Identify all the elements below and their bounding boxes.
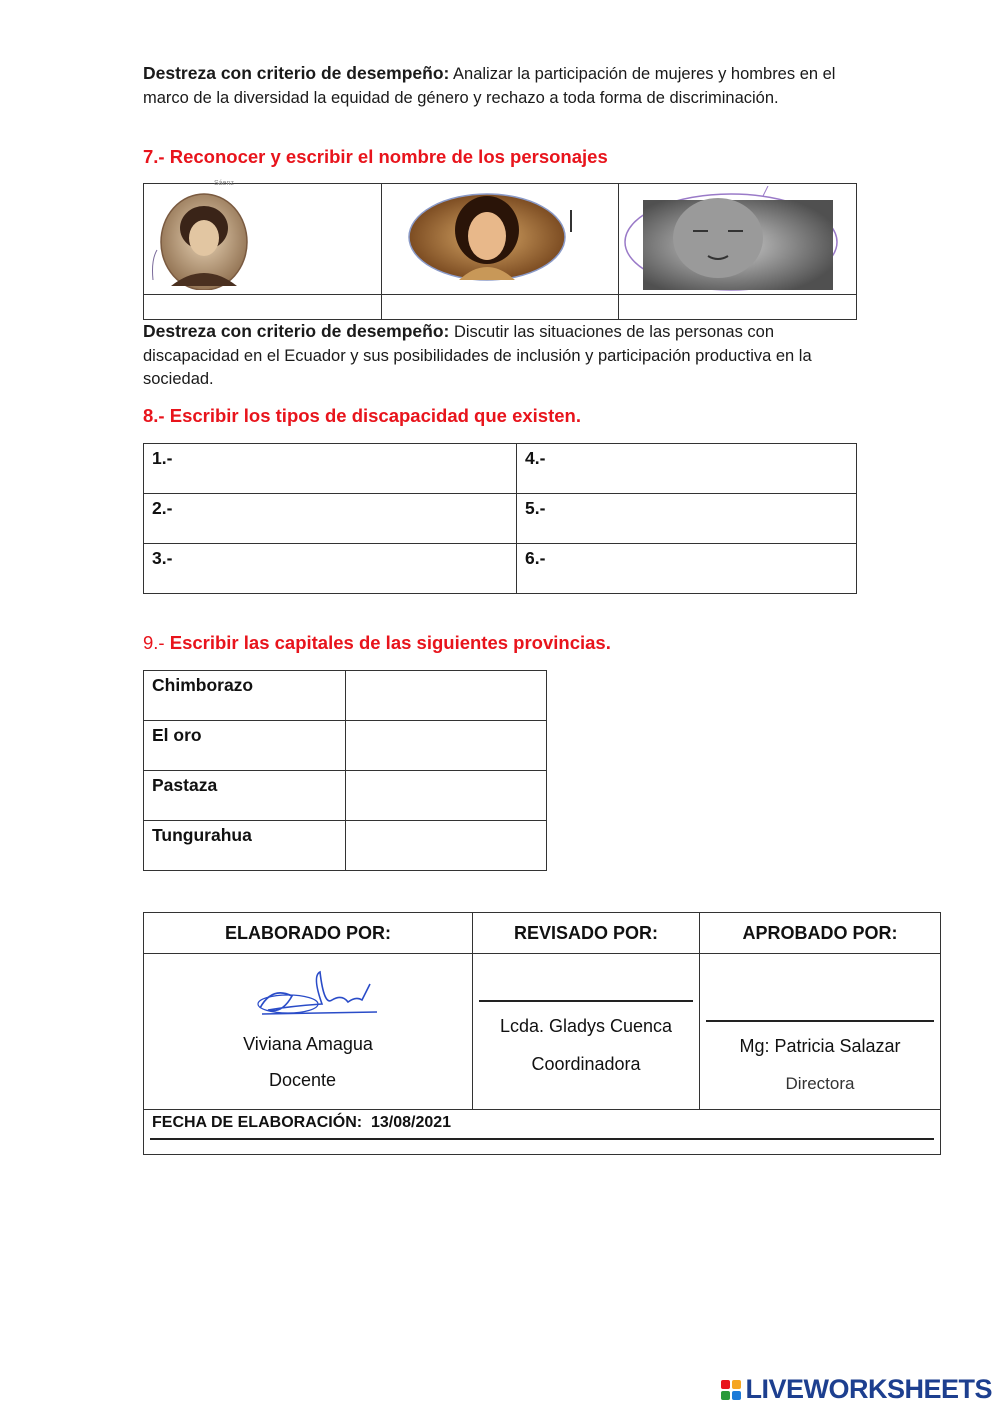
liveworksheets-logo-icon xyxy=(721,1380,741,1400)
destreza-text-2: Discutir las situaciones de las personas con discapacidad en el Ecuador y sus posibilidades de inclusión y participación productiva en la sociedad. xyxy=(143,323,812,388)
disability-field-6[interactable]: 6.- xyxy=(517,544,857,594)
province-label: Tungurahua xyxy=(144,821,346,871)
destreza-paragraph-1 xyxy=(143,62,863,110)
province-label: Pastaza xyxy=(144,771,346,821)
revisado-role: Coordinadora xyxy=(531,1054,641,1074)
disability-types-table xyxy=(143,443,857,594)
portrait-cell-1 xyxy=(144,180,382,295)
revisado-cell xyxy=(473,954,700,1110)
header-aprobado: APROBADO POR: xyxy=(700,913,941,954)
aprobado-name: Mg: Patricia Salazar xyxy=(739,1036,901,1056)
elaborado-name: Viviana Amagua xyxy=(243,1034,373,1054)
question-9-heading xyxy=(143,632,611,654)
destreza-label-1: Destreza con criterio de desempeño: xyxy=(143,63,450,83)
destreza-label-2: Destreza con criterio de desempeño: xyxy=(143,321,450,341)
header-revisado: REVISADO POR: xyxy=(473,913,700,954)
destreza-text-1: Analizar la participación de mujeres y hombres en el marco de la diversidad la equidad de género y rechazo a toda forma de discriminación. xyxy=(143,65,836,107)
question-7-heading xyxy=(143,146,608,168)
date-underline xyxy=(150,1138,934,1140)
destreza-paragraph-2 xyxy=(143,320,863,392)
capital-field[interactable] xyxy=(346,771,547,821)
elaborado-role: Docente xyxy=(269,1070,337,1090)
question-8-title: Escribir los tipos de discapacidad que existen. xyxy=(164,405,581,426)
date-value: 13/08/2021 xyxy=(370,1114,452,1131)
portrait-name-field-2[interactable] xyxy=(381,295,619,320)
signatures-table xyxy=(143,912,941,1155)
question-7-title: Reconocer y escribir el nombre de los personajes xyxy=(164,146,608,167)
woman-sepia-portrait xyxy=(149,190,259,290)
disability-field-2[interactable]: 2.- xyxy=(144,494,517,544)
photo-caption: Sáenz xyxy=(214,180,234,187)
header-elaborado: ELABORADO POR: xyxy=(144,913,473,954)
aprobado-role: Directora xyxy=(785,1074,855,1093)
question-9-title: Escribir las capitales de las siguientes provincias. xyxy=(164,632,611,653)
question-8-heading xyxy=(143,405,581,427)
disability-field-3[interactable]: 3.- xyxy=(144,544,517,594)
disability-field-4[interactable]: 4.- xyxy=(517,444,857,494)
disability-field-5[interactable]: 5.- xyxy=(517,494,857,544)
question-7-number: 7.- xyxy=(143,146,165,167)
portrait-name-field-3[interactable] xyxy=(619,295,857,320)
revisado-name: Lcda. Gladys Cuenca xyxy=(499,1016,673,1036)
elderly-indigenous-woman-portrait xyxy=(623,186,855,292)
liveworksheets-logo xyxy=(721,1374,992,1405)
disability-field-1[interactable]: 1.- xyxy=(144,444,517,494)
handwritten-signature xyxy=(252,966,382,1024)
liveworksheets-wordmark: LIVEWORKSHEETS xyxy=(745,1374,992,1404)
capital-field[interactable] xyxy=(346,821,547,871)
capital-field[interactable] xyxy=(346,671,547,721)
date-row xyxy=(152,1114,451,1132)
date-cell xyxy=(144,1110,941,1155)
province-label: Chimborazo xyxy=(144,671,346,721)
revisado-signature-line xyxy=(479,1000,693,1002)
question-9-number: 9.- xyxy=(143,632,165,653)
aprobado-signature-line xyxy=(706,1020,934,1022)
provinces-table xyxy=(143,670,547,871)
colonial-painted-woman-portrait xyxy=(407,192,597,288)
portrait-cell-3 xyxy=(619,184,857,295)
portrait-name-field-1[interactable] xyxy=(144,295,382,320)
province-label: El oro xyxy=(144,721,346,771)
question-8-number: 8.- xyxy=(143,405,165,426)
portrait-cell-2 xyxy=(381,184,619,295)
portraits-table xyxy=(143,180,857,320)
date-label: FECHA DE ELABORACIÓN: xyxy=(152,1114,363,1131)
elaborado-cell xyxy=(144,954,473,1110)
aprobado-cell xyxy=(700,954,941,1110)
capital-field[interactable] xyxy=(346,721,547,771)
